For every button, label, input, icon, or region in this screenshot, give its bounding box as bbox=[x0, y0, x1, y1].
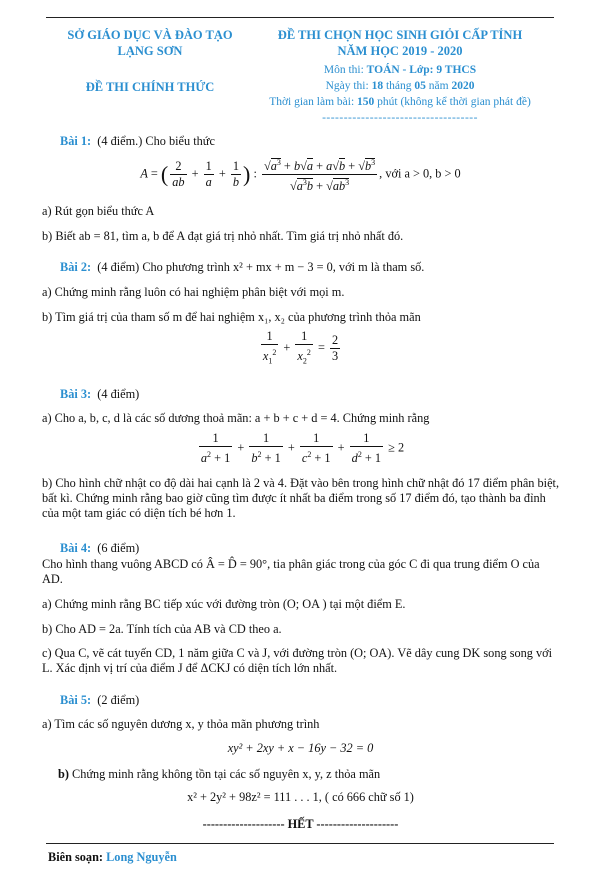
province-name: LẠNG SƠN bbox=[117, 44, 183, 58]
problem-3-inequality: $\frac{1}{a^2 + 1}$ + $\frac{1}{b^2 + 1}$ + $\frac{1}{c^2 + 1}$ + $\frac{1}{d^2 + 1}$ ≥ 2 bbox=[200, 431, 405, 466]
time-line: Thời gian làm bài: 150 phút (không kể thời gian phát đề) bbox=[269, 96, 531, 108]
footer-rule bbox=[46, 843, 554, 844]
problem-5-heading: Bài 5: (2 điểm) bbox=[60, 693, 140, 707]
problem-1-heading: Bài 1: (4 điểm.) Cho biểu thức bbox=[60, 134, 215, 148]
problem-1-part-a: a) Rút gọn biểu thức A bbox=[42, 204, 155, 218]
problem-4-part-c: c) Qua C, vẽ cát tuyến CD, 1 năm giữa C và J, với đường tròn (O; OA). Vẽ dây cung DK song song với L. Xác định vị trí của điểm J để ΔCKJ có diện tích lớn nhất. bbox=[42, 646, 553, 675]
problem-1-expression: A = ( $\frac{2}{ab}$ + $\frac{1}{a}$ + $\frac{1}{b}$ ) : $\frac{√a^3 + b√a + a√b + √b^3}{√a^3b + √ab^3}$ , với a > 0, b > 0 bbox=[0, 155, 601, 194]
problem-4-heading: Bài 4: (6 điểm) bbox=[60, 541, 140, 555]
problem-4-part-a: a) Chứng minh rằng BC tiếp xúc với đường tròn (O; OA ) tại một điểm E. bbox=[42, 597, 406, 611]
problem-5-equation-2: x² + 2y² + 98z² = 111 . . . 1, ( có 666 chữ số 1) bbox=[187, 790, 414, 804]
subject-line: Môn thi: TOÁN - Lớp: 9 THCS bbox=[323, 64, 477, 76]
exam-title: ĐỀ THI CHỌN HỌC SINH GIỎI CẤP TỈNH bbox=[277, 28, 523, 42]
problem-5-part-b: b) Chứng minh rằng không tồn tại các số nguyên x, y, z thỏa mãn bbox=[58, 767, 381, 781]
problem-4-description: Cho hình thang vuông ABCD có Â = D̂ = 90°, tia phân giác trong của góc C đi qua trung điểm O của AD. bbox=[42, 557, 540, 586]
problem-5-equation-1: xy² + 2xy + x − 16y − 32 = 0 bbox=[227, 741, 374, 755]
problem-2-part-b: b) Tìm giá trị của tham số m để hai nghiệm x₁, x₂ của phương trình thỏa mãn bbox=[42, 310, 421, 324]
problem-1-part-b: b) Biết ab = 81, tìm a, b để A đạt giá trị nhỏ nhất. Tìm giá trị nhỏ nhất đó. bbox=[42, 229, 404, 243]
school-year: NĂM HỌC 2019 - 2020 bbox=[337, 44, 463, 58]
end-marker: -------------------- HẾT -------------------- bbox=[202, 817, 399, 831]
department-name: SỞ GIÁO DỤC VÀ ĐÀO TẠO bbox=[67, 28, 233, 42]
footer-credit: Biên soạn: Long Nguyễn bbox=[48, 850, 177, 864]
problem-2-equation: $\frac{1}{x_1^2}$ + $\frac{1}{x_2^2}$ = $\frac{2}{3}$ bbox=[262, 329, 339, 366]
problem-2-part-a: a) Chứng minh rằng luôn có hai nghiệm phân biệt với mọi m. bbox=[42, 285, 345, 299]
problem-3-part-a: a) Cho a, b, c, d là các số dương thoả mãn: a + b + c + d = 4. Chứng minh rằng bbox=[42, 411, 430, 425]
problem-2-heading: Bài 2: (4 điểm) Cho phương trình x² + mx + m − 3 = 0, với m là tham số. bbox=[60, 260, 425, 274]
date-line: Ngày thi: 18 tháng 05 năm 2020 bbox=[325, 80, 475, 92]
header-dashes: ------------------------------------ bbox=[322, 112, 478, 124]
problem-3-part-b: b) Cho hình chữ nhật co độ dài hai cạnh là 2 và 4. Đặt vào bên trong hình chữ nhật đó 17 điểm phân biệt, bất kì. Chứng minh rằng bao giờ cũng tìm được ít nhất ba điểm trong số 17 điểm đó, tạo thành ba đỉnh của một tam giác có diện tích bé hơn 1. bbox=[42, 476, 560, 520]
official-label: ĐỀ THI CHÍNH THỨC bbox=[85, 80, 215, 94]
problem-5-part-a: a) Tìm các số nguyên dương x, y thỏa mãn phương trình bbox=[42, 717, 320, 731]
top-rule bbox=[46, 17, 554, 18]
problem-4-part-b: b) Cho AD = 2a. Tính tích của AB và CD theo a. bbox=[42, 622, 282, 636]
problem-3-heading: Bài 3: (4 điểm) bbox=[60, 387, 140, 401]
